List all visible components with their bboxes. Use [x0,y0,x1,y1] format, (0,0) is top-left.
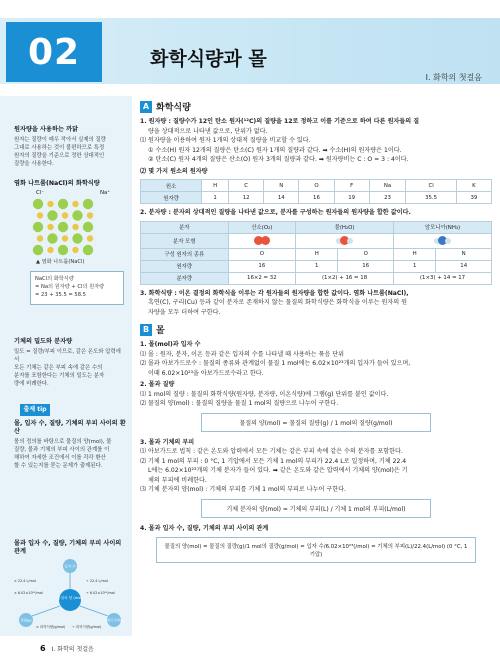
text-line: ⑴ 아보가드로 법칙 : 같은 온도와 압력에서 모든 기체는 같은 부피 속에 같은 수의 분자를 포함한다. [140,448,403,455]
cl-ion [83,199,93,209]
edge-left [32,606,60,616]
text-line: 량을 상대적으로 나타낸 값으로, 단위가 없다. [148,127,268,135]
edge-label: ÷ 22.4 L/mol [86,579,108,583]
cl-ion [33,245,43,255]
cl-ion [58,222,68,232]
table-cell: N [436,248,492,260]
text-line: ⑴ 몰 : 원자, 분자, 이온 등과 같은 입자의 수를 나타낼 때 사용하는 묶음 단위 [140,350,344,358]
text-line: ② 탄소(C) 원자 4개의 질량은 산소(O) 원자 3개의 질량과 같다. ➡ 원자량비는 C : O = 3 : 4이다. [148,156,409,163]
table-cell: (1×3) + 14 = 17 [394,272,492,284]
text-line: ⑵ 물질의 양(mol) : 물질의 질량을 물질 1 mol의 질량으로 나누어 구한다. [140,400,339,407]
na-ion [72,224,78,230]
note-line: 분자를 포함한다는 기체의 밀도는 분자 [14,373,105,379]
atomic-mass-table [140,179,492,204]
table-header: 물(H₂O) [296,221,394,233]
note-atomic-mass [14,126,126,168]
table-cell: 1 [394,260,436,272]
equation-box-gas: 기체 분자의 양(mol) = 기체의 부피(L) / 기체 1 mol의 부피(L/mol) [201,499,431,518]
note-line: 모든 기체는 같은 부피 속에 같은 수의 [14,365,103,371]
text-line: ① 수소(H) 원자 12개의 질량은 탄소(C) 원자 1개의 질량과 같다. ➡ 수소(H)의 원자량은 1이다. [148,146,402,154]
text-line: 1. 원자량 : 질량수가 12인 탄소 원자(¹²C)의 질량을 12로 정하고 이를 기준으로 하여 다른 원자들의 질 [140,118,420,125]
cl-ion [72,210,82,220]
table-cell: 19 [334,192,369,204]
center-node [59,589,81,611]
cl-ion [58,245,68,255]
equation-box-mass: 물질의 양(mol) = 물질의 질량(g) / 1 mol의 질량(g/mol) [201,413,431,432]
text-line: 1. 몰(mol)과 입자 수 [140,341,201,348]
right-label: 기체의 부피(L) [103,618,125,623]
note-line: 그대로 사용하는 것이 불편하므로 특정 [14,145,105,151]
na-ion [47,247,53,253]
na-ion [62,212,68,218]
table-cell: H [296,248,338,260]
text-line: 자량을 모두 더하여 구한다. [148,308,221,316]
table-cell: Na [369,180,406,192]
table-cell: 16 [299,192,334,204]
note-title: 기체의 밀도와 분자량 [14,338,73,345]
table-cell: 16 [338,260,394,272]
text-line: 이때 6.02×10²³을 아보가드로수라고 한다. [148,369,264,377]
table-cell: (1×2) + 16 = 18 [296,272,394,284]
chapter-title: 화학식량과 몰 [150,48,267,70]
table-header: 원자량 [141,192,202,204]
cl-ion [47,210,57,220]
text-line: 2. 분자량 : 분자의 상대적인 질량을 나타낸 값으로, 분자를 구성하는 원자들의 원자량을 합한 값이다. [140,209,411,216]
exam-tip-badge: 출제 tip [20,404,50,416]
table-cell: 16×2 = 32 [228,272,296,284]
note-line: 원자는 질량이 매우 작아서 실제의 질량 [14,137,106,143]
table-cell: 14 [264,192,299,204]
table-cell: 35.5 [406,192,456,204]
note-line: 질량, 물과 기체의 부피 사이의 관계를 이 [14,447,110,453]
footer-text: I. 화학의 첫걸음 [51,646,94,653]
text-line: ⑴ 1 mol의 질량 : 물질의 화학식량(원자량, 분자량, 이온식량)에 그램(g) 단위를 붙인 값이다. [140,390,389,398]
page-number: 6 [40,644,46,653]
cl-ion [58,199,68,209]
left-label: 질량(g) [20,618,32,623]
text-line: ⑶ 기체 분자의 양(mol) : 기체의 부피를 기체 1 mol의 부피로 나누어 구한다. [140,486,346,493]
table-cell: K [456,180,491,192]
text-line: ⑵ 몰과 아보가드로수 : 물질의 종류와 관계없이 물질 1 mol에는 6.02×10²³개의 입자가 들어 있으며, [140,360,411,367]
na-ion [47,201,53,207]
cl-ion-label: Cl⁻ [36,190,45,196]
note-line: 원자의 질량을 기준으로 정한 상대적인 [14,153,105,159]
mole-relation-diagram [12,558,128,630]
text-line: ⑵ 몇 가지 원소의 원자량 [140,167,208,175]
section-title: 몰 [156,326,165,336]
na-ion [72,247,78,253]
na-ion [72,201,78,207]
nacl-formula-box [30,271,124,305]
o2-model [228,233,296,248]
note-line: 해하여 자세한 조건에서 이를 각각 환산 [14,455,106,461]
section-b-heading [140,323,492,336]
nacl-caption: ▲ 염화 나트륨(NaCl) [36,259,85,265]
table-cell: C [229,180,264,192]
main-content [140,100,492,569]
note-line: 질량을 사용한다. [14,161,54,167]
na-ion [87,235,93,241]
table-cell: O [338,248,394,260]
text-line: 3. 화학식량 : 이온 결정의 화학식을 이루는 각 원자들의 원자량을 합한 값이다. 염화 나트륨(NaCl), [140,289,409,297]
table-header: 구성 원자의 종류 [141,248,229,260]
table-cell: H [394,248,436,260]
note-line: 량에 비례한다. [14,381,49,387]
text-line: 3. 몰과 기체의 부피 [140,438,195,446]
section-a-heading [140,100,492,113]
table-cell: O [299,180,334,192]
edge-label: × 22.4 L/mol [14,579,36,583]
table-cell: 39 [456,192,491,204]
section-badge: A [140,101,152,113]
section-badge: B [140,324,152,336]
table-header: 원소 [141,180,202,192]
table-cell: 12 [229,192,264,204]
na-ion [87,212,93,218]
chapter-subtitle: I. 화학의 첫걸음 [425,73,482,82]
text-line: L에는 6.02×10²³개의 기체 분자가 들어 있다. ➡ 같은 온도와 같은 압력에서 기체의 양(mol)은 기 [148,467,408,474]
page-footer [40,644,94,653]
text-line: 체의 부피에 비례한다. [148,476,207,484]
table-cell: F [334,180,369,192]
text-line: ⑴ 원자량을 이용하여 원자 1개의 상대적 질량을 비교할 수 있다. [140,137,311,144]
top-label: 입자 수 [64,564,76,569]
table-header: 분자 모형 [141,233,229,248]
molecular-mass-table [140,221,492,285]
note-line: 몰의 정의를 바탕으로 물질의 양(mol), 물 [14,439,112,445]
note-title: 원자량을 사용하는 까닭 [14,126,79,133]
note-conversion [14,420,126,470]
cl-ion [33,199,43,209]
text-line: 2. 몰과 질량 [140,381,175,388]
edge-label: ÷ 화학식량(g/mol) [72,625,102,629]
table-cell: 23 [369,192,406,204]
edge-label: × 화학식량(g/mol) [36,625,66,629]
diagram-title: 몰과 입자 수, 질량, 기체의 부피 사이의 관계 [14,540,122,555]
table-cell: 16 [228,260,296,272]
center-label: 물질의 양 (mol) [57,596,83,600]
table-cell: 1 [296,260,338,272]
edge-label: × 6.02×10²³/mol [14,591,43,595]
note-title: 몰, 입자 수, 질량, 기체의 부피 사이의 환산 [14,420,126,435]
formula-line: = 23 + 35.5 = 58.5 [35,292,86,298]
edge-right [80,606,108,616]
na-ion [47,224,53,230]
note-line: 할 수 있는지를 묻는 문제가 출제된다. [14,463,103,469]
table-header: 분자 [141,221,229,233]
formula-line: NaCl의 화학식량 [35,276,74,282]
edge-label: ÷ 6.02×10²³/mol [86,591,115,595]
table-cell: Cl [406,180,456,192]
table-cell: O [228,248,296,260]
text-line: 4. 몰과 입자 수, 질량, 기체의 부피 사이의 관계 [140,524,269,532]
text-line: ⑵ 기체 1 mol의 부피 : 0 °C, 1 기압에서 모든 기체 1 mol의 부피가 22.4 L로 일정하며, 기체 22.4 [140,457,407,465]
nacl-crystal-image [30,198,96,256]
section-title: 화학식량 [156,103,191,113]
na-ion-label: Na⁺ [100,190,111,196]
table-cell: 1 [202,192,229,204]
table-header: 암모니아(NH₃) [394,221,492,233]
table-cell: H [202,180,229,192]
cl-ion [72,233,82,243]
equation-box-relation: 물질의 양(mol) = 물질의 질량(g)/1 mol의 질량(g/mol) = 입자 수/6.02×10²³(/mol) = 기체의 부피(L)/22.4(L/mol) (0 °C, 1기압) [156,537,476,563]
cl-ion [33,222,43,232]
table-header: 원자량 [141,260,229,272]
nh3-model [394,233,492,248]
table-cell: 14 [436,260,492,272]
chapter-number: 02 [6,22,102,82]
cl-ion [83,245,93,255]
table-header: 산소(O₂) [228,221,296,233]
nacl-title: 염화 나트륨(NaCl)의 화학식량 [14,180,100,187]
note-line: 밀도 = 질량/부피 이므로, 같은 온도와 압력에서 [14,349,121,363]
text-line: 흑연(C), 구리(Cu) 등과 같이 분자로 존재하지 않는 물질의 화학식량은 화학식을 이루는 원자의 원 [148,299,407,306]
table-header: 분자량 [141,272,229,284]
table-cell: N [264,180,299,192]
h2o-model [296,233,394,248]
note-gas-density [14,338,126,388]
formula-line: = Na의 원자량 + Cl의 원자량 [35,284,105,290]
na-ion [62,235,68,241]
cl-ion [83,222,93,232]
na-ion [37,235,43,241]
cl-ion [47,233,57,243]
na-ion [37,212,43,218]
